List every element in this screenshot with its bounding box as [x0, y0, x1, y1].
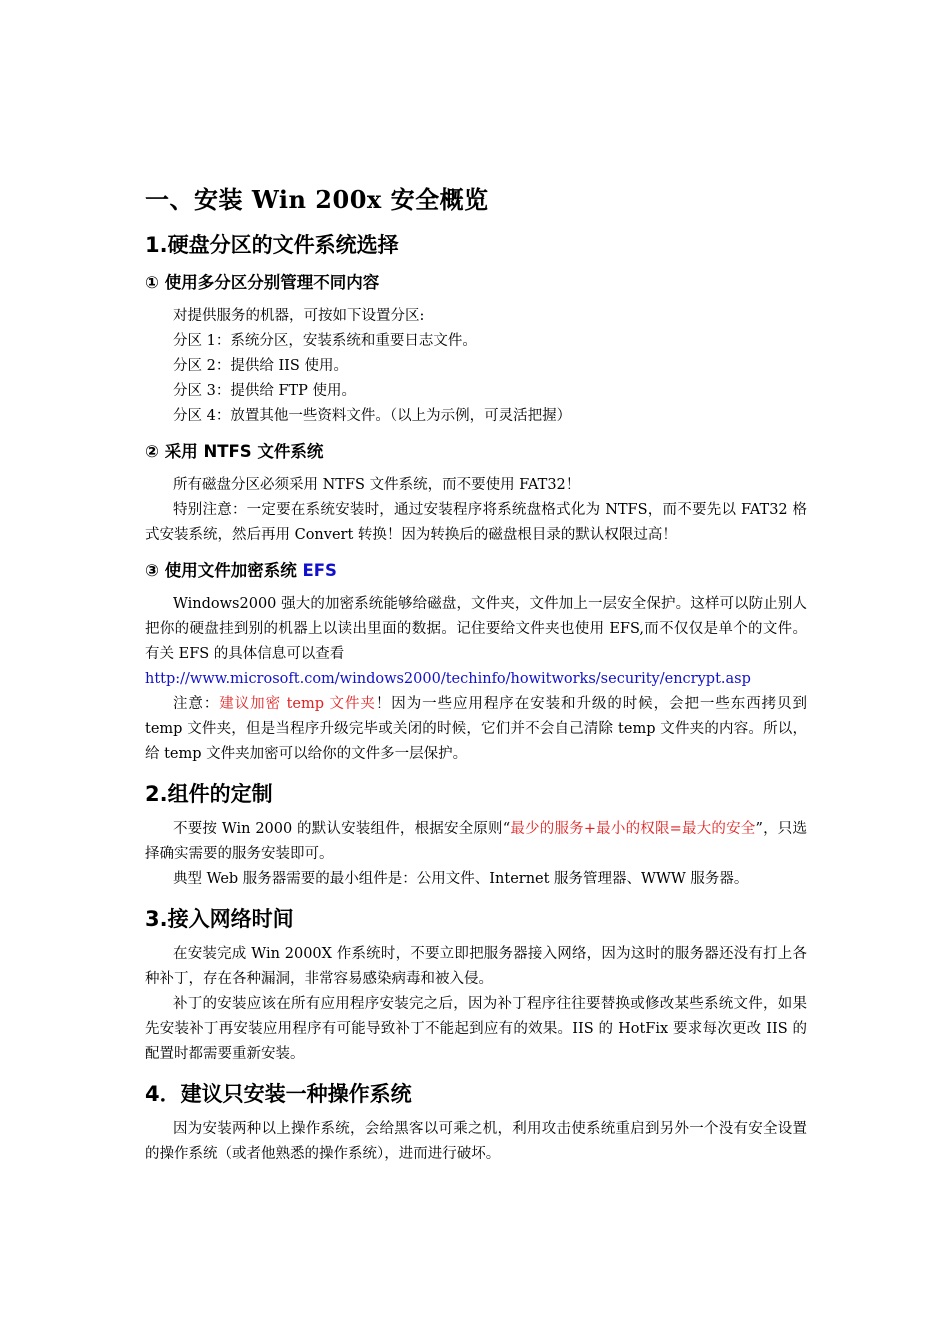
components-paragraph-1: [145, 817, 807, 867]
note-highlight: 建议加密 temp 文件夹: [219, 696, 376, 712]
efs-paragraph: Windows2000 强大的加密系统能够给磁盘，文件夹，文件加上一层安全保护。这样可以防止别人把你的硬盘挂到别的机器上以读出里面的数据。记住要给文件夹也使用 EFS,而不仅仅是单个的文件。 有关 EFS 的具体信息可以查看: [145, 596, 807, 662]
temp-note-paragraph: [145, 692, 807, 767]
document-body: [145, 182, 807, 1167]
subsection-1-1-heading: ① 使用多分区分别管理不同内容: [145, 273, 380, 292]
subsection-1-3-heading: [145, 558, 807, 584]
efs-heading-prefix: ③ 使用文件加密系统: [145, 561, 303, 580]
partition-3-line: 分区 3：提供给 FTP 使用。: [173, 383, 357, 399]
security-principle: 最少的服务+最小的权限=最大的安全: [510, 821, 756, 837]
components-paragraph-2: 典型 Web 服务器需要的最小组件是：公用文件、Internet 服务管理器、WWW 服务器。: [173, 871, 749, 887]
efs-info-link[interactable]: http://www.microsoft.com/windows2000/techinfo/howitworks/security/encrypt.asp: [145, 671, 751, 687]
partition-1-line: 分区 1：系统分区，安装系统和重要日志文件。: [173, 333, 477, 349]
network-paragraph-1: 在安装完成 Win 2000X 作系统时，不要立即把服务器接入网络，因为这时的服务器还没有打上各种补丁，存在各种漏洞，非常容易感染病毒和被入侵。: [145, 946, 807, 987]
partition-intro-line: 对提供服务的机器，可按如下设置分区:: [173, 308, 425, 324]
section-2-heading: 2.组件的定制: [145, 782, 273, 806]
principle-suffix: ”，只选择确实需要的服务安装即可。: [145, 821, 807, 862]
partition-4-line: 分区 4：放置其他一些资料文件。（以上为示例，可灵活把握）: [173, 408, 572, 424]
subsection-1-2-heading: ② 采用 NTFS 文件系统: [145, 442, 324, 461]
os-paragraph: 因为安装两种以上操作系统，会给黑客以可乘之机，利用攻击使系统重启到另外一个没有安全设置的操作系统（或者他熟悉的操作系统），进而进行破坏。: [145, 1121, 807, 1162]
section-4-heading: 4．建议只安装一种操作系统: [145, 1082, 412, 1106]
section-3-heading: 3.接入网络时间: [145, 907, 294, 931]
network-paragraph-2: 补丁的安装应该在所有应用程序安装完之后，因为补丁程序往往要替换或修改某些系统文件，如果先安装补丁再安装应用程序有可能导致补丁不能起到应有的效果。IIS 的 HotFix 要求每次更改 IIS 的配置时都需要重新安装。: [145, 996, 807, 1062]
partition-2-line: 分区 2：提供给 IIS 使用。: [173, 358, 348, 374]
section-1-heading: 1.硬盘分区的文件系统选择: [145, 233, 399, 257]
efs-heading-keyword: EFS: [302, 561, 337, 580]
ntfs-paragraph-1: 所有磁盘分区必须采用 NTFS 文件系统，而不要使用 FAT32！: [173, 477, 581, 493]
document-title: 一、安装 Win 200x 安全概览: [145, 185, 489, 214]
note-label: 注意：: [173, 696, 220, 712]
ntfs-paragraph-2: 特别注意：一定要在系统安装时，通过安装程序将系统盘格式化为 NTFS，而不要先以 FAT32 格式安装系统，然后再用 Convert 转换！因为转换后的磁盘根目录的默认权限过高！: [145, 502, 807, 543]
principle-prefix: 不要按 Win 2000 的默认安装组件，根据安全原则“: [173, 821, 511, 837]
note-body: ！因为一些应用程序在安装和升级的时候，会把一些东西拷贝到 temp 文件夹，但是当程序升级完毕或关闭的时候，它们并不会自己清除 temp 文件夹的内容。所以，给 temp 文件夹加密可以给你的文件多一层保护。: [145, 696, 807, 762]
